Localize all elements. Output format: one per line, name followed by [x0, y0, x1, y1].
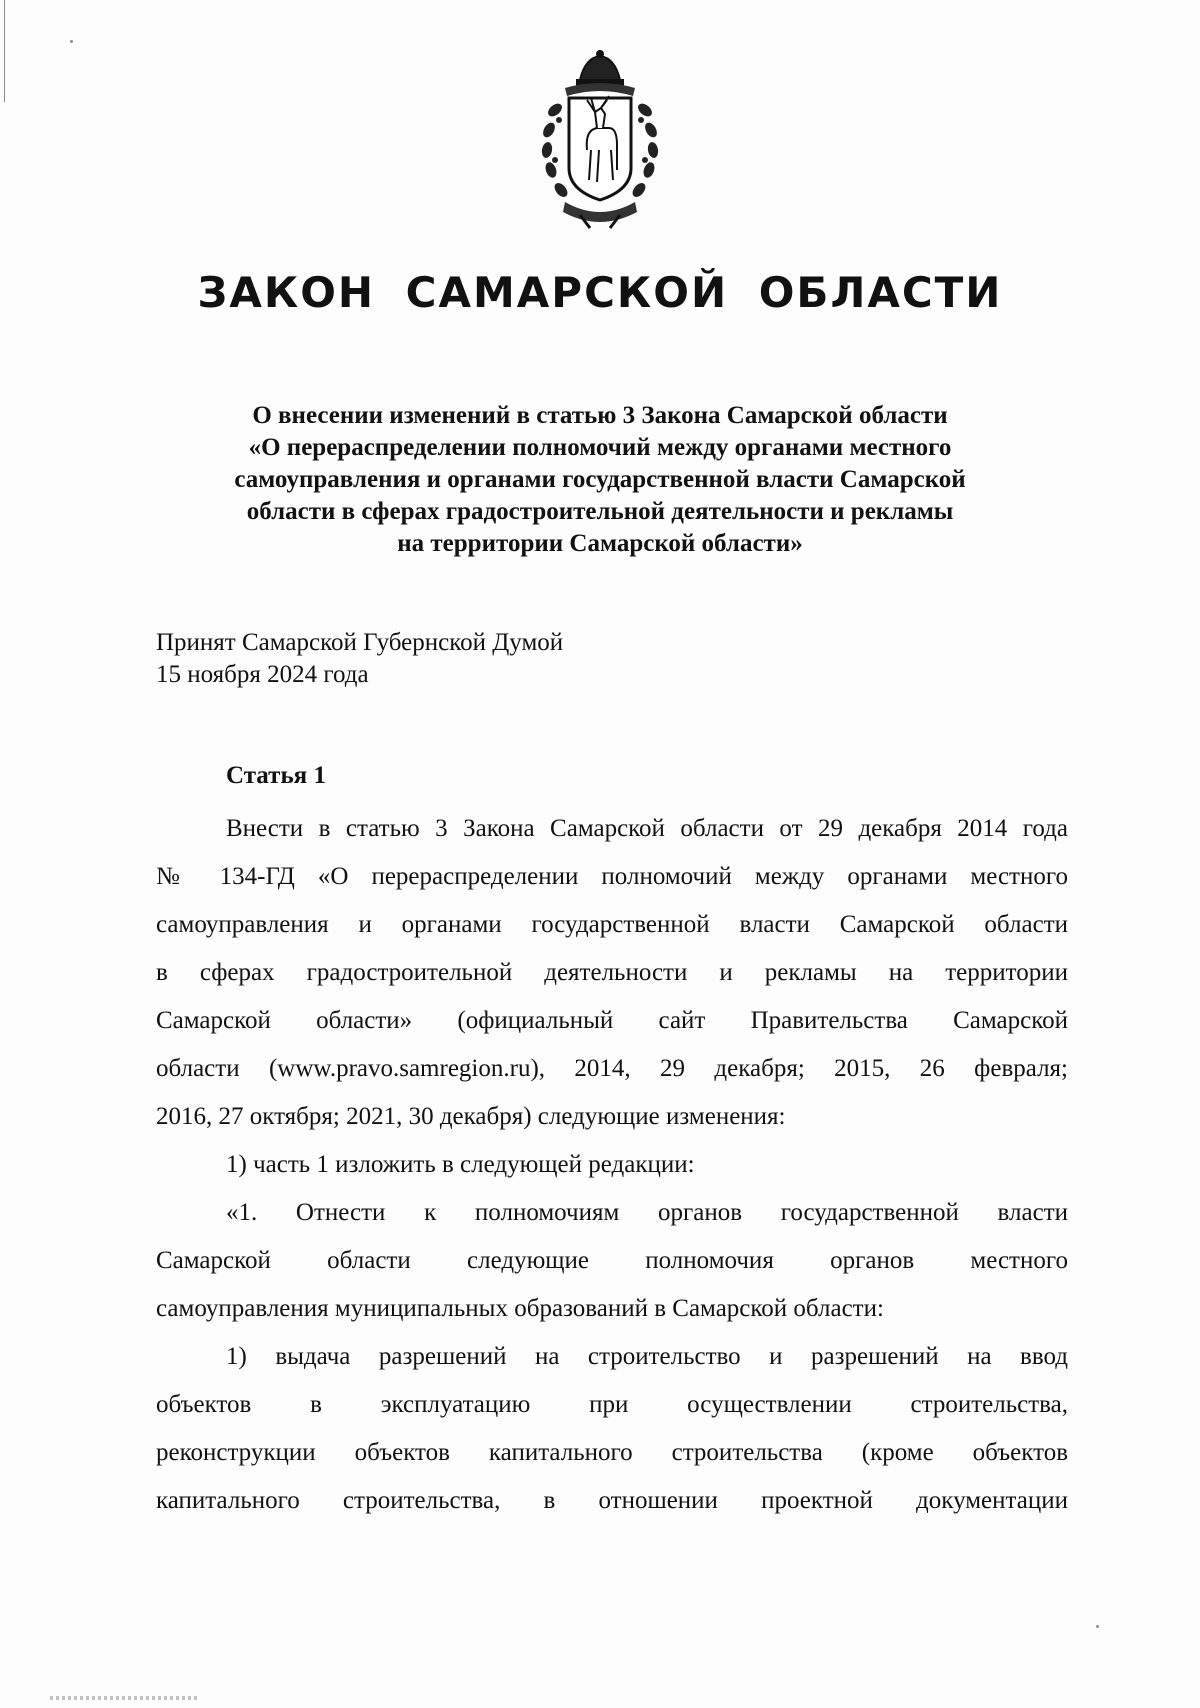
law-title: ЗАКОН САМАРСКОЙ ОБЛАСТИ: [197, 268, 1003, 317]
body-line: № 134-ГД «О перераспределении полномочий между органами местного: [156, 863, 1068, 890]
body-line: капитального строительства, в отношении проектной документации: [156, 1487, 1068, 1514]
law-subtitle: [140, 400, 1060, 560]
adoption-date: 15 ноября 2024 года: [156, 661, 369, 688]
body-line: 1) часть 1 изложить в следующей редакции:: [226, 1151, 695, 1178]
scan-dust: [1096, 1625, 1099, 1628]
body-line: области (www.pravo.samregion.ru), 2014, 29 декабря; 2015, 26 февраля;: [156, 1055, 1068, 1082]
subtitle-line: О внесении изменений в статью 3 Закона Самарской области: [252, 402, 948, 429]
body-line: «1. Отнести к полномочиям органов государственной власти: [226, 1199, 1068, 1226]
body-line: Внести в статью 3 Закона Самарской области от 29 декабря 2014 года: [226, 815, 1068, 842]
subtitle-line: самоуправления и органами государственной власти Самарской: [234, 466, 966, 493]
body-line: 2016, 27 октября; 2021, 30 декабря) следующие изменения:: [156, 1103, 786, 1130]
body-line: 1) выдача разрешений на строительство и разрешений на ввод: [226, 1343, 1068, 1370]
article-body: [156, 805, 1068, 1525]
coat-of-arms-emblem: [525, 50, 675, 230]
body-line: самоуправления муниципальных образований в Самарской области:: [156, 1295, 884, 1322]
body-line: в сферах градостроительной деятельности и рекламы на территории: [156, 959, 1068, 986]
adoption-note: [156, 627, 563, 691]
subtitle-line: области в сферах градостроительной деятельности и рекламы: [246, 498, 954, 525]
subtitle-line: на территории Самарской области»: [397, 530, 803, 557]
scan-dust: [70, 40, 73, 43]
scan-bottom-artifact: [50, 1696, 200, 1700]
body-line: самоуправления и органами государственной власти Самарской области: [156, 911, 1068, 938]
body-line: Самарской области» (официальный сайт Правительства Самарской: [156, 1007, 1068, 1034]
body-line: Самарской области следующие полномочия органов местного: [156, 1247, 1068, 1274]
scan-edge-artifact: [4, 0, 5, 1708]
subtitle-line: «О перераспределении полномочий между органами местного: [248, 434, 952, 461]
body-line: объектов в эксплуатацию при осуществлении строительства,: [156, 1391, 1068, 1418]
article-heading: Статья 1: [226, 762, 326, 789]
body-line: реконструкции объектов капитального строительства (кроме объектов: [156, 1439, 1068, 1466]
adoption-body: Принят Самарской Губернской Думой: [156, 629, 564, 656]
